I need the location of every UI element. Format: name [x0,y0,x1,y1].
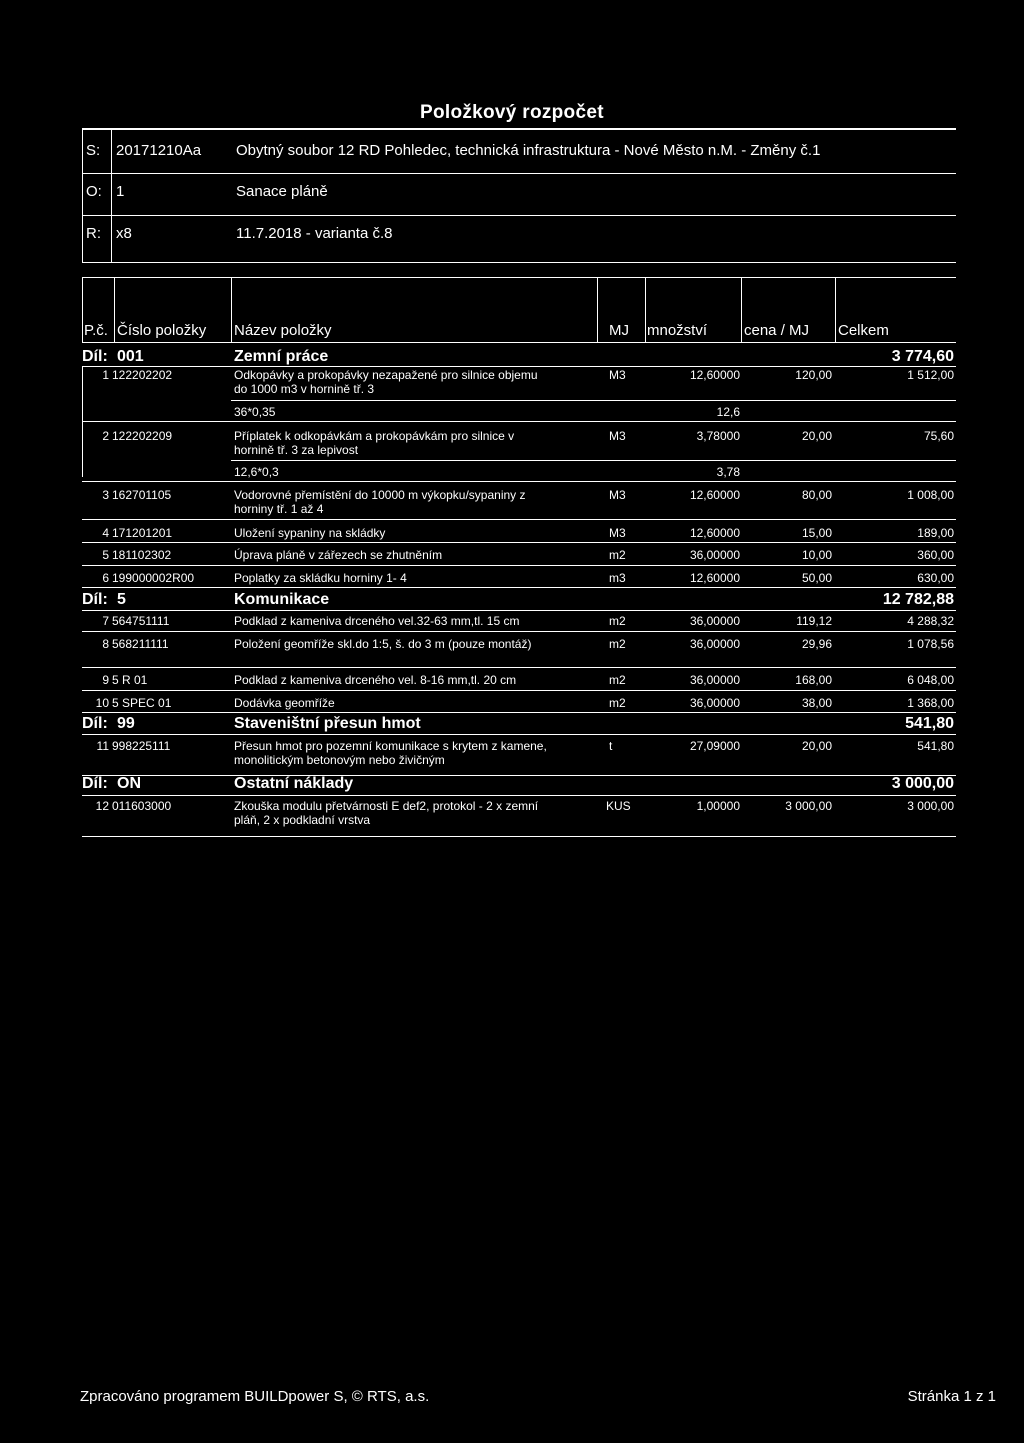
item-total: 541,80 [917,739,954,753]
item-total: 3 000,00 [907,799,954,813]
row-rule [82,519,956,520]
item-code: 122202209 [112,429,173,443]
item-pc: 5 [102,548,109,562]
section-rule [82,734,956,735]
item-code: 199000002R00 [112,571,195,585]
footer-left: Zpracováno programem BUILDpower S, © RTS, a.s. [80,1388,430,1405]
item-price: 20,00 [801,739,832,753]
item-name-cont: hornině tř. 3 za lepivost [234,443,359,457]
calc-formula: 36*0,35 [234,405,276,419]
row-rule [82,542,956,543]
item-price: 120,00 [795,368,832,382]
item-mj: M3 [609,488,626,502]
item-qty: 12,60000 [689,488,740,502]
col-header-qty: množství [647,322,708,339]
section-total: 12 782,88 [882,591,954,608]
col-header-mj: MJ [609,322,629,339]
item-total: 1 512,00 [907,368,954,382]
item-qty: 3,78000 [696,429,740,443]
item-total: 6 048,00 [907,673,954,687]
item-name: Odkopávky a prokopávky nezapažené pro silnice objemu [234,368,538,382]
header-r-desc: 11.7.2018 - varianta č.8 [236,225,393,242]
header-s-code: 20171210Aa [116,142,202,159]
item-qty: 36,00000 [689,637,740,651]
item-qty: 12,60000 [689,526,740,540]
item-name: Podklad z kameniva drceného vel. 8-16 mm,tl. 20 cm [234,673,517,687]
item-code: 998225111 [112,739,171,753]
item-qty: 36,00000 [689,673,740,687]
item-pc: 8 [102,637,109,651]
header-divider [111,128,112,263]
item-name: Poplatky za skládku horniny 1- 4 [234,571,407,585]
col-header-code: Číslo položky [117,322,207,339]
calc-result: 3,78 [716,465,740,479]
row-rule [82,690,956,691]
colheader-sep-1 [114,277,115,343]
item-name: Přesun hmot pro pozemní komunikace s krytem z kamene, [234,739,547,753]
colheader-top-rule [82,277,956,278]
item-price: 38,00 [801,696,832,710]
item-pc: 6 [102,571,109,585]
header-rule-1 [82,173,956,174]
row-rule [82,775,956,776]
item-total: 1 008,00 [907,488,954,502]
header-top-rule [82,128,956,130]
header-s-desc: Obytný soubor 12 RD Pohledec, technická infrastruktura - Nové Město n.M. - Změny č.1 [236,142,821,159]
section-code: 5 [117,591,126,608]
item-qty: 36,00000 [689,696,740,710]
header-o-label: O: [86,183,102,200]
item-name: Podklad z kameniva drceného vel.32-63 mm,tl. 15 cm [234,614,520,628]
item-name: Příplatek k odkopávkám a prokopávkám pro silnice v [234,429,515,443]
item-price: 29,96 [801,637,832,651]
row-rule [82,667,956,668]
item-code: 5 SPEC 01 [112,696,172,710]
calc-result: 12,6 [716,405,740,419]
item-mj: m2 [609,548,626,562]
calc-formula: 12,6*0,3 [234,465,279,479]
item-price: 80,00 [801,488,832,502]
row-rule [231,400,956,401]
item-code: 568211111 [112,637,169,651]
item-mj: M3 [609,429,626,443]
row-rule [82,481,956,482]
colheader-sep-3 [597,277,598,343]
item-mj: M3 [609,526,626,540]
section-label: Díl: [82,348,108,365]
item-qty: 36,00000 [689,548,740,562]
row-rule [82,631,956,632]
item-qty: 12,60000 [689,368,740,382]
item-total: 4 288,32 [907,614,954,628]
section-label: Díl: [82,591,108,608]
item-mj: m2 [609,696,626,710]
section-rule [82,610,956,611]
row-rule [82,565,956,566]
item-pc: 11 [96,739,109,753]
table-bottom-rule [82,836,956,837]
item-total: 75,60 [923,429,954,443]
item-pc: 12 [95,799,109,813]
item-name: Zkouška modulu přetvárnosti E def2, protokol - 2 x zemní [234,799,539,813]
item-code: 181102302 [112,548,172,562]
section-code: ON [117,775,141,792]
item-mj: t [609,739,613,753]
item-mj: m2 [609,614,626,628]
section-code: 001 [117,348,144,365]
section-total: 3 774,60 [891,348,954,365]
colheader-sep-2 [231,277,232,343]
header-rule-2 [82,215,956,216]
colheader-sep-0 [82,277,83,343]
item-pc: 2 [102,429,109,443]
page-title: Položkový rozpočet [420,102,604,123]
section-name: Ostatní náklady [234,775,354,792]
item-code: 122202202 [112,368,173,382]
row-rule [82,587,956,588]
section-rule [82,366,956,367]
item-name: Uložení sypaniny na skládky [234,526,386,540]
header-left-rule [82,128,83,263]
item-mj: KUS [606,799,631,813]
item-pc: 3 [102,488,109,502]
item-total: 189,00 [917,526,954,540]
item-pc: 10 [95,696,109,710]
header-o-code: 1 [116,183,125,200]
col-header-pc: P.č. [84,322,108,339]
section-code: 99 [117,715,135,732]
header-s-label: S: [86,142,101,159]
item-qty: 36,00000 [689,614,740,628]
row-rule [231,460,956,461]
section-total: 3 000,00 [891,775,954,792]
header-r-code: x8 [116,225,132,242]
header-bottom-rule [82,262,956,263]
item-code: 171201201 [112,526,173,540]
item-total: 1 078,56 [907,637,954,651]
item-price: 50,00 [801,571,832,585]
item-name-cont: do 1000 m3 v hornině tř. 3 [234,382,375,396]
header-o-desc: Sanace pláně [236,183,328,200]
section-rule [82,795,956,796]
item-price: 10,00 [801,548,832,562]
section-label: Díl: [82,715,108,732]
colheader-sep-4 [645,277,646,343]
item-code: 011603000 [112,799,172,813]
item-total: 630,00 [917,571,954,585]
colheader-bottom-rule [82,342,956,343]
item-price: 119,12 [796,614,832,628]
item-name: Položení geomříže skl.do 1:5, š. do 3 m (pouze montáž) [234,637,532,651]
item-mj: M3 [609,368,626,382]
section-name: Komunikace [234,591,330,608]
item-name: Úprava pláně v zářezech se zhutněním [234,548,443,562]
item-qty: 1,00000 [696,799,740,813]
item-mj: m2 [609,637,626,651]
item-name-cont: horniny tř. 1 až 4 [234,502,324,516]
item-code: 162701105 [112,488,172,502]
item-name-cont: pláň, 2 x podkladní vrstva [234,813,371,827]
item-pc: 7 [102,614,109,628]
item-total: 1 368,00 [907,696,954,710]
section-name: Staveništní přesun hmot [234,715,421,732]
section-label: Díl: [82,775,108,792]
colheader-sep-5 [741,277,742,343]
item-pc: 4 [102,526,109,540]
item-code: 5 R 01 [112,673,148,687]
item-mj: m2 [609,673,626,687]
header-r-label: R: [86,225,101,242]
item-name-cont: monolitickým betonovým nebo živičným [234,753,445,767]
item-pc: 1 [102,368,109,382]
colheader-sep-6 [835,277,836,343]
col-header-total: Celkem [838,322,889,339]
footer-right: Stránka 1 z 1 [907,1388,996,1405]
item-price: 3 000,00 [785,799,832,813]
item-pc: 9 [102,673,109,687]
item-price: 168,00 [795,673,832,687]
item-price: 15,00 [801,526,832,540]
item-code: 564751111 [112,614,170,628]
item-mj: m3 [609,571,626,585]
section-total: 541,80 [905,715,954,732]
section-name: Zemní práce [234,348,329,365]
item-price: 20,00 [801,429,832,443]
item-name: Dodávka geomříže [234,696,335,710]
item-qty: 27,09000 [689,739,740,753]
col-header-price: cena / MJ [744,322,810,339]
col-header-name: Název položky [234,322,332,339]
row-rule [82,712,956,713]
item-name: Vodorovné přemístění do 10000 m výkopku/sypaniny z [234,488,526,502]
item-total: 360,00 [917,548,954,562]
item-qty: 12,60000 [689,571,740,585]
row-rule [82,421,956,422]
